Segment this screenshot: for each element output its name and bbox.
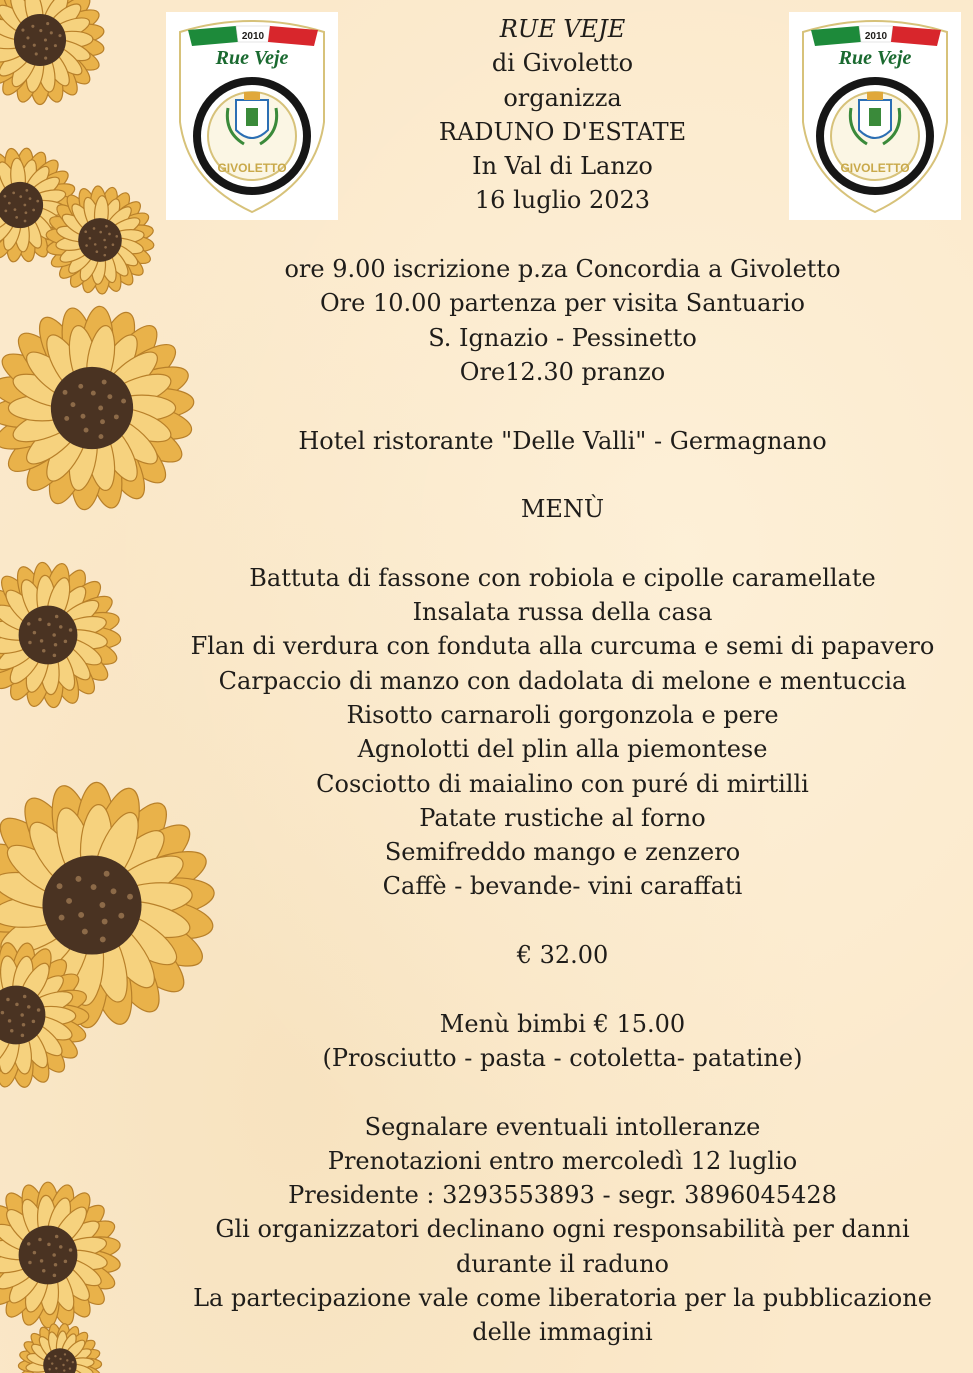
contact-line: Presidente : 3293553893 - segr. 3896045428 bbox=[288, 1181, 837, 1210]
venue-line: Hotel ristorante "Delle Valli" - Germagnano bbox=[298, 426, 827, 455]
sunflower-icon bbox=[0, 561, 121, 708]
note-line: Prenotazioni entro mercoledì 12 luglio bbox=[327, 1146, 798, 1175]
logo-town: GIVOLETTO bbox=[217, 161, 287, 175]
sunflower-icon bbox=[18, 1323, 102, 1373]
menu-item: Carpaccio di manzo con dadolata di melone e mentuccia bbox=[218, 666, 907, 695]
kids-menu-contents: (Prosciutto - pasta - cotoletta- patatine) bbox=[322, 1043, 803, 1072]
menu-item: Battuta di fassone con robiola e cipolle caramellate bbox=[249, 563, 876, 592]
town-line: di Givoletto bbox=[491, 49, 634, 78]
event-title: RADUNO D'ESTATE bbox=[438, 117, 687, 146]
logo-year: 2010 bbox=[864, 31, 888, 42]
menu-item: Semifreddo mango e zenzero bbox=[384, 838, 741, 867]
schedule-line: ore 9.00 iscrizione p.za Concordia a Givoletto bbox=[284, 255, 841, 284]
note-line: durante il raduno bbox=[455, 1249, 670, 1278]
menu-item: Flan di verdura con fonduta alla curcuma e semi di papavero bbox=[190, 632, 935, 661]
sunflower-icon bbox=[0, 0, 105, 105]
organizes-line: organizza bbox=[503, 83, 622, 112]
menu-price: € 32.00 bbox=[516, 941, 609, 970]
logo-year: 2010 bbox=[241, 31, 265, 42]
sunflower-icon bbox=[0, 1182, 122, 1328]
logo-town: GIVOLETTO bbox=[840, 161, 910, 175]
schedule-line: S. Ignazio - Pessinetto bbox=[428, 323, 697, 352]
menu-title: MENÙ bbox=[520, 495, 605, 524]
note-line: Segnalare eventuali intolleranze bbox=[364, 1112, 761, 1141]
note-line: La partecipazione vale come liberatoria per la pubblicazione bbox=[193, 1283, 932, 1312]
event-date: 16 luglio 2023 bbox=[474, 186, 651, 215]
logo-club-name: Rue Veje bbox=[838, 47, 912, 69]
schedule-line: Ore12.30 pranzo bbox=[459, 357, 666, 386]
menu-item: Cosciotto di maialino con puré di mirtilli bbox=[316, 769, 809, 798]
kids-menu-price: Menù bimbi € 15.00 bbox=[439, 1009, 686, 1038]
menu-item: Agnolotti del plin alla piemontese bbox=[357, 735, 768, 764]
logo-club-name: Rue Veje bbox=[215, 47, 289, 69]
menu-item: Insalata russa della casa bbox=[412, 598, 713, 627]
note-line: delle immagini bbox=[472, 1318, 653, 1347]
schedule-line: Ore 10.00 partenza per visita Santuario bbox=[319, 289, 806, 318]
note-line: Gli organizzatori declinano ogni responsabilità per danni bbox=[215, 1215, 910, 1244]
flyer-text bbox=[160, 12, 965, 1350]
menu-item: Patate rustiche al forno bbox=[419, 803, 706, 832]
location-line: In Val di Lanzo bbox=[472, 152, 653, 181]
menu-item: Caffè - bevande- vini caraffati bbox=[382, 872, 743, 901]
club-title: RUE VEJE bbox=[499, 15, 626, 43]
menu-item: Risotto carnaroli gorgonzola e pere bbox=[346, 700, 779, 729]
